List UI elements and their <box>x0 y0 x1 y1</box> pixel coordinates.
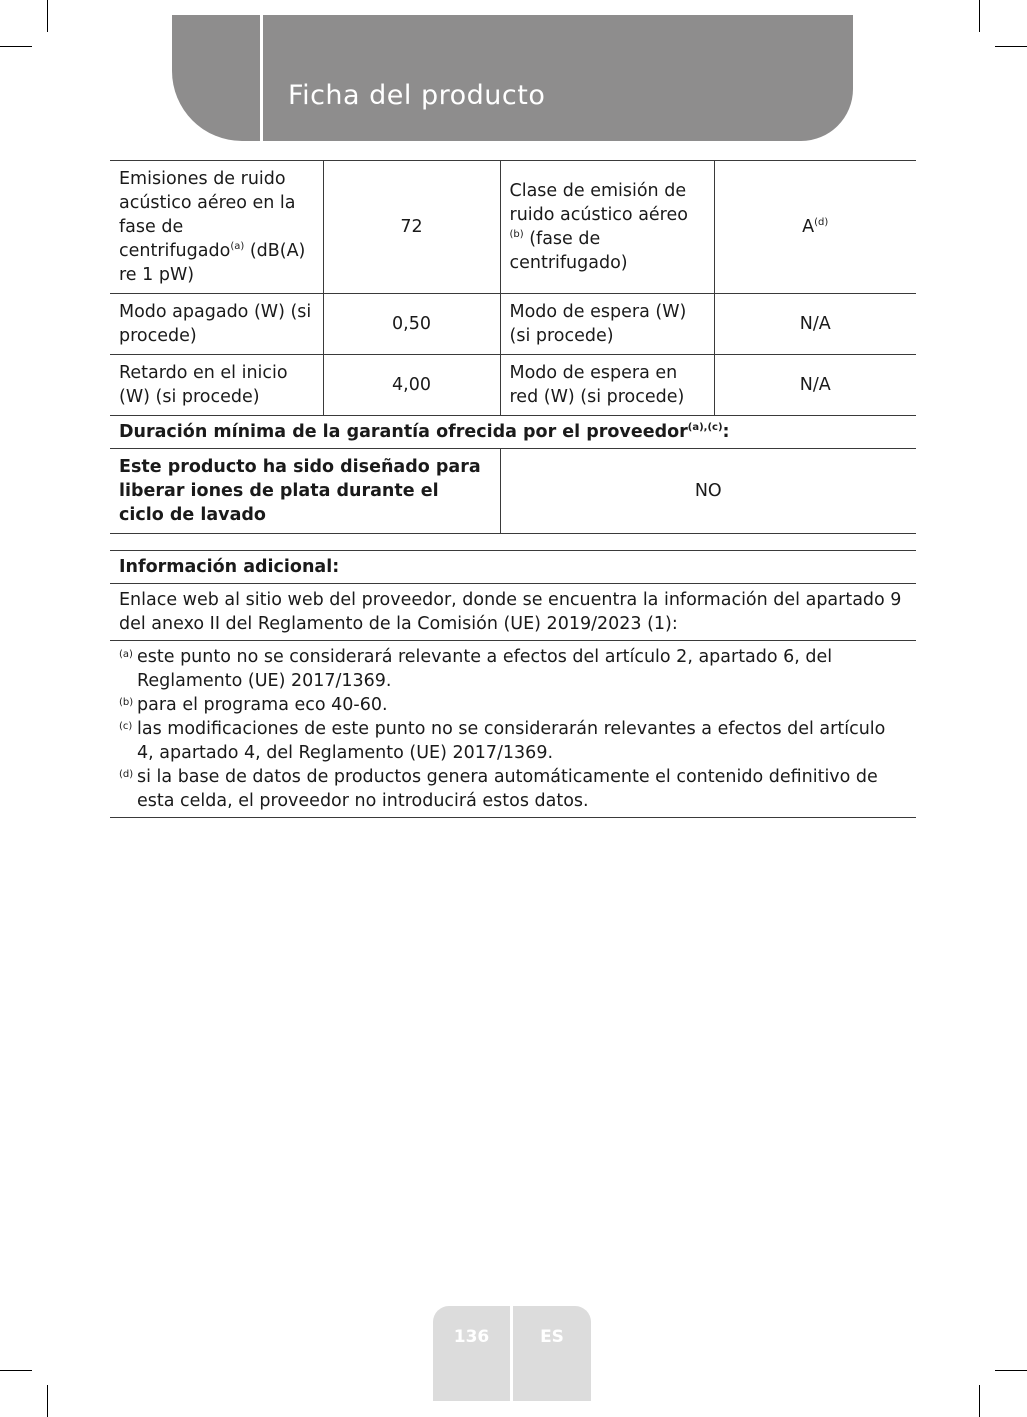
header-divider <box>260 15 263 141</box>
delay-start-label: Retardo en el inicio (W) (si procede) <box>110 355 323 416</box>
off-mode-label: Modo apagado (W) (si procede) <box>110 294 323 355</box>
header-tab <box>172 15 853 141</box>
noise-emission-label: Emisiones de ruido acústico aéreo en la fase de centrifugado$^{(a)}$ (dB(A) re 1 pW) <box>110 161 323 294</box>
footnote: (b) para el programa eco 40-60. <box>119 695 388 715</box>
crop-mark <box>0 1370 32 1371</box>
footnotes <box>110 640 916 818</box>
spec-table <box>110 160 916 534</box>
delay-start-value: 4,00 <box>323 355 500 416</box>
standby-value: N/A <box>714 294 916 355</box>
crop-mark <box>47 1385 48 1417</box>
product-sheet <box>110 160 916 818</box>
page-title: Ficha del producto <box>288 80 546 111</box>
footnote: (a) este punto no se considerará relevante a efectos del artículo 2, apartado 6, del Reglamento (UE) 2017/1369. <box>119 647 833 691</box>
noise-class-value: $A^{(d)}$ <box>714 161 916 294</box>
silver-ions-label: Este producto ha sido diseñado para liberar iones de plata durante el ciclo de lavado <box>110 449 500 534</box>
noise-class-label: Clase de emisión de ruido acústico aéreo $^{(b)}$ (fase de centrifugado) <box>500 161 714 294</box>
footnote: (d) si la base de datos de productos genera automáticamente el contenido definitivo de esta celda, el proveedor no introducirá estos datos. <box>119 767 878 811</box>
additional-info-title: Información adicional: <box>110 550 916 583</box>
crop-mark <box>995 46 1027 47</box>
table-row <box>110 161 916 294</box>
page-number: 136 <box>453 1327 490 1347</box>
table-row <box>110 416 916 449</box>
footnote: (c) las modificaciones de este punto no se considerarán relevantes a efectos del artículo 4, apartado 4, del Reglamento (UE) 2017/1369. <box>119 719 886 763</box>
silver-ions-value: NO <box>500 449 916 534</box>
standby-label: Modo de espera (W) (si procede) <box>500 294 714 355</box>
table-row <box>110 449 916 534</box>
table-row <box>110 355 916 416</box>
crop-mark <box>995 1370 1027 1371</box>
crop-mark <box>47 0 48 32</box>
crop-mark <box>979 1385 980 1417</box>
network-standby-label: Modo de espera en red (W) (si procede) <box>500 355 714 416</box>
footer-divider <box>510 1306 513 1401</box>
noise-emission-value: 72 <box>323 161 500 294</box>
table-row <box>110 294 916 355</box>
supplier-weblink-text: Enlace web al sitio web del proveedor, donde se encuentra la información del apartado 9 del anexo II del Reglamento de la Comisión (UE) 2019/2023 (1): <box>110 583 916 640</box>
language-code: ES <box>540 1327 564 1347</box>
network-standby-value: N/A <box>714 355 916 416</box>
off-mode-value: 0,50 <box>323 294 500 355</box>
crop-mark <box>0 46 32 47</box>
warranty-label: Duración mínima de la garantía ofrecida por el proveedor$^{(a),(c)}$: <box>110 416 916 449</box>
crop-mark <box>979 0 980 32</box>
